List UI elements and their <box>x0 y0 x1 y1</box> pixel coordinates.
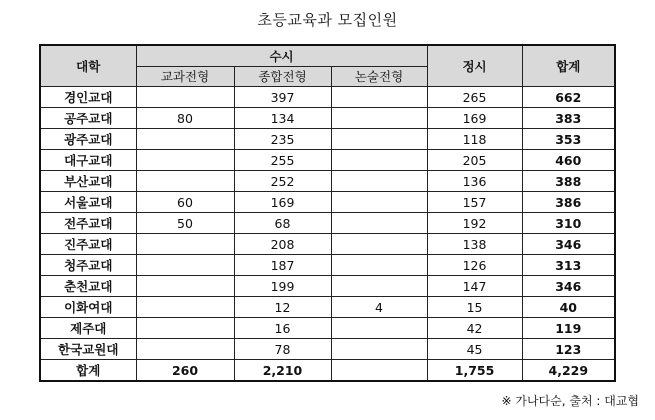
subject-track-count <box>136 318 234 339</box>
total-subject: 260 <box>136 360 234 382</box>
comprehensive-track-count: 169 <box>234 192 331 213</box>
row-total: 388 <box>522 171 615 192</box>
university-name: 서울교대 <box>40 192 136 213</box>
table-row <box>40 276 615 297</box>
university-name: 진주교대 <box>40 234 136 255</box>
comprehensive-track-count: 235 <box>234 129 331 150</box>
table-title: 초등교육과 모집인원 <box>257 11 398 29</box>
row-total: 346 <box>522 234 615 255</box>
regular-admission-count: 192 <box>427 213 522 234</box>
university-name: 대구교대 <box>40 150 136 171</box>
subject-track-count <box>136 339 234 360</box>
row-total: 383 <box>522 108 615 129</box>
regular-admission-count: 205 <box>427 150 522 171</box>
table-row <box>40 192 615 213</box>
comprehensive-track-count: 16 <box>234 318 331 339</box>
university-name: 경인교대 <box>40 87 136 108</box>
essay-track-count <box>331 150 427 171</box>
total-essay <box>331 360 427 382</box>
subject-track-count <box>136 150 234 171</box>
table-row <box>40 108 615 129</box>
regular-admission-count: 157 <box>427 192 522 213</box>
essay-track-count <box>331 108 427 129</box>
comprehensive-track-count: 187 <box>234 255 331 276</box>
subject-track-count: 50 <box>136 213 234 234</box>
subject-track-count <box>136 171 234 192</box>
essay-track-count <box>331 339 427 360</box>
university-name: 이화여대 <box>40 297 136 318</box>
regular-admission-count: 118 <box>427 129 522 150</box>
comprehensive-track-count: 78 <box>234 339 331 360</box>
university-name: 제주대 <box>40 318 136 339</box>
row-total: 460 <box>522 150 615 171</box>
essay-track-count <box>331 276 427 297</box>
essay-track-count <box>331 234 427 255</box>
subject-track-count <box>136 255 234 276</box>
row-total: 353 <box>522 129 615 150</box>
comprehensive-track-count: 199 <box>234 276 331 297</box>
row-total: 40 <box>522 297 615 318</box>
regular-admission-count: 42 <box>427 318 522 339</box>
total-comprehensive: 2,210 <box>234 360 331 382</box>
subject-track-count <box>136 297 234 318</box>
table-row <box>40 213 615 234</box>
essay-track-count: 4 <box>331 297 427 318</box>
total-label: 합계 <box>40 360 136 382</box>
row-total: 119 <box>522 318 615 339</box>
table-row <box>40 171 615 192</box>
regular-admission-count: 15 <box>427 297 522 318</box>
header-susi: 수시 <box>136 45 427 67</box>
header-jeongsi: 정시 <box>427 45 522 87</box>
row-total: 310 <box>522 213 615 234</box>
regular-admission-count: 265 <box>427 87 522 108</box>
table-row <box>40 234 615 255</box>
table-row <box>40 87 615 108</box>
regular-admission-count: 45 <box>427 339 522 360</box>
essay-track-count <box>331 171 427 192</box>
comprehensive-track-count: 134 <box>234 108 331 129</box>
table-row <box>40 297 615 318</box>
university-name: 부산교대 <box>40 171 136 192</box>
table-row <box>40 339 615 360</box>
subject-track-count <box>136 234 234 255</box>
table-row <box>40 129 615 150</box>
regular-admission-count: 126 <box>427 255 522 276</box>
table-body <box>40 87 615 360</box>
regular-admission-count: 136 <box>427 171 522 192</box>
comprehensive-track-count: 255 <box>234 150 331 171</box>
comprehensive-track-count: 12 <box>234 297 331 318</box>
row-total: 346 <box>522 276 615 297</box>
row-total: 386 <box>522 192 615 213</box>
regular-admission-count: 138 <box>427 234 522 255</box>
university-name: 춘천교대 <box>40 276 136 297</box>
essay-track-count <box>331 87 427 108</box>
subject-track-count <box>136 87 234 108</box>
total-sum: 4,229 <box>522 360 615 382</box>
regular-admission-count: 169 <box>427 108 522 129</box>
university-name: 전주교대 <box>40 213 136 234</box>
university-name: 광주교대 <box>40 129 136 150</box>
subject-track-count: 80 <box>136 108 234 129</box>
table-row <box>40 255 615 276</box>
comprehensive-track-count: 68 <box>234 213 331 234</box>
header-total: 합계 <box>522 45 615 87</box>
essay-track-count <box>331 213 427 234</box>
university-name: 공주교대 <box>40 108 136 129</box>
university-name: 청주교대 <box>40 255 136 276</box>
header-comprehensive-track: 종합전형 <box>234 67 331 87</box>
table-row <box>40 150 615 171</box>
comprehensive-track-count: 252 <box>234 171 331 192</box>
source-note: ※ 가나다순, 출처 : 대교협 <box>501 394 639 408</box>
row-total: 313 <box>522 255 615 276</box>
header-subject-track: 교과전형 <box>136 67 234 87</box>
row-total: 123 <box>522 339 615 360</box>
header-essay-track: 논술전형 <box>331 67 427 87</box>
essay-track-count <box>331 318 427 339</box>
header-university: 대학 <box>40 45 136 87</box>
essay-track-count <box>331 192 427 213</box>
row-total: 662 <box>522 87 615 108</box>
comprehensive-track-count: 397 <box>234 87 331 108</box>
essay-track-count <box>331 129 427 150</box>
table-row <box>40 318 615 339</box>
essay-track-count <box>331 255 427 276</box>
subject-track-count <box>136 276 234 297</box>
subject-track-count <box>136 129 234 150</box>
comprehensive-track-count: 208 <box>234 234 331 255</box>
subject-track-count: 60 <box>136 192 234 213</box>
admissions-table <box>39 44 616 382</box>
regular-admission-count: 147 <box>427 276 522 297</box>
total-regular: 1,755 <box>427 360 522 382</box>
table-total-row <box>40 360 615 382</box>
university-name: 한국교원대 <box>40 339 136 360</box>
